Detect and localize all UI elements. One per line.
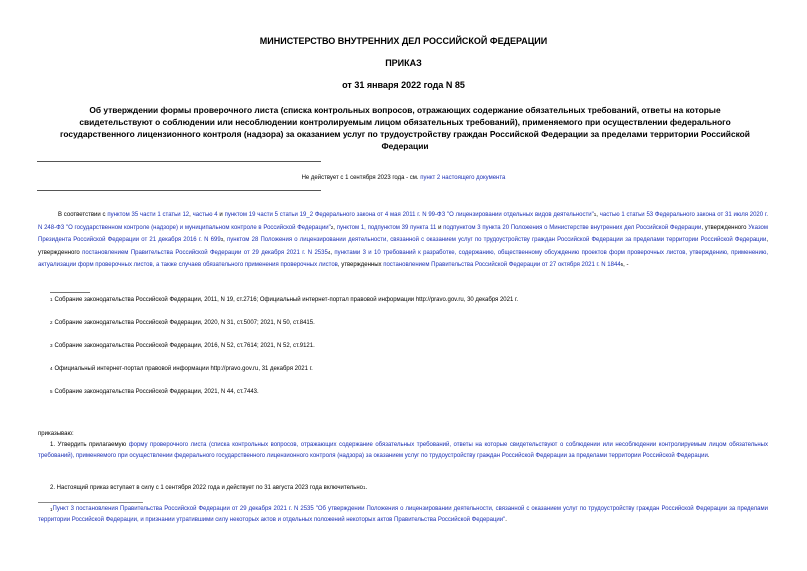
footnote-marker[interactable]: 4: [327, 249, 331, 255]
footnote-mark: 5: [50, 389, 53, 394]
preamble-link[interactable]: постановлением Правительства Российской Федерации от 29 декабря 2021 г. N 2535: [82, 249, 328, 256]
order-item-text: 1. Утвердить прилагаемую: [50, 442, 129, 448]
preamble-text: и: [217, 212, 225, 218]
divider-bottom: [37, 190, 321, 191]
preamble-text: ,: [333, 224, 337, 231]
order-item-text: 2. Настоящий приказ вступает в силу с 1 сентября 2022 года и действует по 31 августа 2023 года включительно: [50, 485, 363, 491]
order-footnote-text: .: [505, 517, 507, 523]
footnote-3: [50, 343, 315, 349]
preamble-text: , -: [623, 262, 629, 269]
footnote-4: [50, 366, 313, 372]
footnote-text: Официальный интернет-портал правовой информации http://pravo.gov.ru, 31 декабря 2021 г.: [54, 366, 313, 372]
preamble-text: , утвержденного: [701, 224, 749, 231]
footnote-mark: 1: [50, 507, 53, 512]
footnote-5: [50, 389, 259, 395]
preamble-link[interactable]: частью 1 статьи 53 Федерального закона от 31 июля 2020 г. N 248-ФЗ "О государственном контроле (надзоре) и муниципальном контроле в Российской Федерации": [38, 212, 769, 231]
footnote-marker[interactable]: 1: [593, 212, 597, 217]
document-title: Об утверждении формы проверочного листа (списка контрольных вопросов, отражающих содержание обязательных требований, ответы на которые свидетельствуют о соблюдении или несоблюдении контролируемым лицом обязательных требований), применяемого при осуществлении федерального государственного лицензионного контроля (надзора) за оказанием услуг по трудоустройству граждан Российской Федерации за пределами территории Российской Федерации: [60, 105, 750, 151]
preamble-link[interactable]: пунктом 1, подпунктом 39 пункта 11: [336, 224, 437, 231]
preamble-text: , утвержденного: [38, 237, 768, 256]
status-link[interactable]: пункт 2 настоящего документа: [420, 175, 506, 181]
order-footnote: [38, 504, 768, 526]
status-line: [0, 172, 807, 185]
document-date-number: от 31 января 2022 года N 85: [342, 80, 465, 90]
resolution-link[interactable]: Пункт 3 постановления Правительства Российской Федерации от 29 декабря 2021 г. N 2535 "Об утверждении Положения о лицензировании деятельности, связанной с оказанием услуг по трудоустройству граждан Российской Федерации за пределами территории Российской Федерации, и признании утратившими силу некоторых актов и отдельных положений некоторых актов Правительства Российской Федерации": [38, 506, 768, 523]
footnote-mark: 2: [50, 320, 53, 325]
footnote-marker[interactable]: 5: [620, 262, 624, 268]
preamble-text: ,: [189, 212, 193, 218]
order-item-2: [50, 482, 367, 495]
preamble-text: ,: [330, 249, 335, 256]
preamble-text: В соответствии с: [58, 212, 108, 218]
footnote-1: [50, 297, 518, 303]
preamble-text: и: [436, 224, 444, 231]
ministry-heading: МИНИСТЕРСТВО ВНУТРЕННИХ ДЕЛ РОССИЙСКОЙ ФЕДЕРАЦИИ: [259, 36, 548, 46]
preamble-link[interactable]: пунктом 28 Положения о лицензировании деятельности, связанной с оказанием услуг по трудоустройству граждан Российской Федерации за пределами территории Российской Федерации: [227, 237, 767, 244]
preamble-text: ,: [223, 237, 228, 244]
order-item-text: .: [365, 485, 368, 491]
preamble-paragraph: [38, 209, 768, 272]
preamble-text: ,: [596, 212, 600, 218]
footnote-mark: 4: [50, 366, 53, 371]
divider-top: [37, 161, 321, 162]
preamble-link[interactable]: пунктом 19 части 5 статьи 19_2 Федерального закона от 4 мая 2011 г. N 99-ФЗ "О лицензировании отдельных видов деятельности": [224, 212, 594, 218]
footnote-text: Собрание законодательства Российской Федерации, 2016, N 52, ст.7614; 2021, N 52, ст.9121.: [54, 343, 315, 349]
footnote-marker[interactable]: 3: [220, 237, 224, 243]
order-item-text: .: [707, 453, 710, 459]
preamble-link[interactable]: подпунктом 3 пункта 20 Положения о Министерстве внутренних дел Российской Федерации: [443, 224, 702, 231]
document-type: ПРИКАЗ: [385, 58, 422, 68]
preamble-link[interactable]: частью 4: [192, 212, 218, 218]
status-text: Не действует с 1 сентября 2023 года - см.: [301, 175, 421, 181]
footnote-text: Собрание законодательства Российской Федерации, 2011, N 19, ст.2716; Официальный интернет-портал правовой информации http://pravo.gov.ru, 30 декабря 2021 г.: [54, 297, 519, 303]
footnote-divider: [50, 292, 90, 293]
footnote-2: [50, 320, 315, 326]
form-link[interactable]: форму проверочного листа (списка контрольных вопросов, отражающих содержание обязательных требований, ответы на которые свидетельствуют о соблюдении или несоблюдении контролируемым лицом обязательных требований), применяемого при осуществлении федерального государственного лицензионного контроля (надзора) за оказанием услуг по трудоустройству граждан Российской Федерации за пределами территории Российской Федерации: [38, 442, 768, 459]
order-lead: приказываю:: [38, 431, 74, 437]
footnote-marker[interactable]: 2: [330, 224, 334, 230]
footnote-mark: 1: [50, 297, 53, 302]
preamble-link[interactable]: постановлением Правительства Российской Федерации от 27 октября 2021 г. N 1844: [383, 262, 621, 269]
preamble-text: , утвержденных: [337, 262, 384, 269]
preamble-link[interactable]: Указом Президента Российской Федерации от 21 декабря 2016 г. N 699: [38, 224, 768, 244]
footnote-mark: 3: [50, 343, 53, 348]
order-item-1: [38, 440, 768, 462]
preamble-link[interactable]: пунктами 3 и 10 требований к разработке, содержанию, общественному обсуждению проектов форм проверочных листов, утверждению, применению, актуализации форм проверочных листов, а также случаев обязательного применения проверочных листов: [38, 249, 769, 269]
preamble-link[interactable]: пунктом 35 части 1 статьи 12: [107, 212, 190, 218]
footnote-text: Собрание законодательства Российской Федерации, 2021, N 44, ст.7443.: [54, 389, 259, 395]
footnote-text: Собрание законодательства Российской Федерации, 2020, N 31, ст.5007; 2021, N 50, ст.8415.: [54, 320, 315, 326]
footnote-marker[interactable]: 1: [363, 485, 366, 490]
footnote-divider-2: [38, 502, 143, 503]
